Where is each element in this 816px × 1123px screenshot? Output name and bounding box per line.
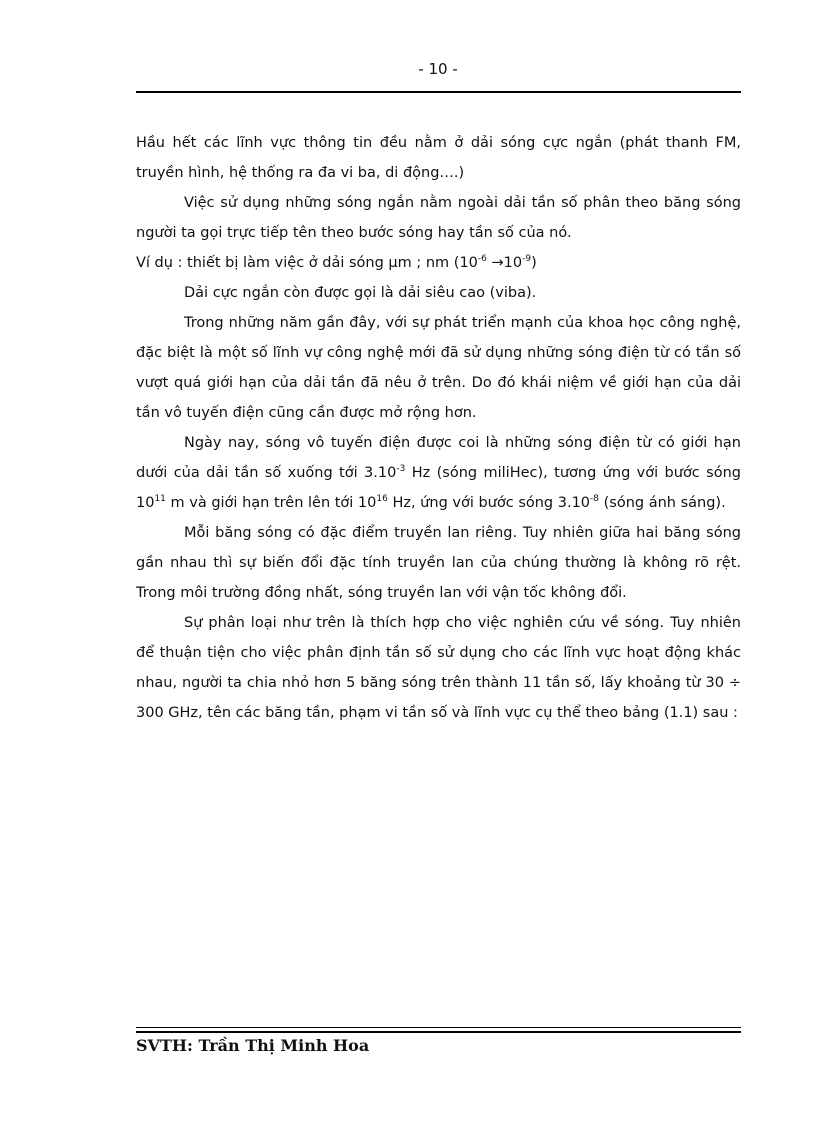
paragraph-8: Sự phân loại như trên là thích hợp cho việc nghiên cứu về sóng. Tuy nhiên để thuận tiện cho việc phân định tần số sử dụng cho các lĩnh vực hoạt động khác nhau, người ta chia nhỏ hơn 5 băng sóng trên thành 11 tần số, lấy khoảng từ 30 ÷ 300 GHz, tên các băng tần, phạm vi tần số và lĩnh vực cụ thể theo bảng (1.1) sau :: [136, 615, 741, 721]
footer-author: SVTH: Trần Thị Minh Hoa: [136, 1036, 370, 1055]
paragraph-4: Dải cực ngắn còn được gọi là dải siêu cao (viba).: [184, 285, 537, 301]
page-number: - 10 -: [418, 60, 458, 78]
exponent: -8: [590, 494, 600, 504]
text-run: Hz, ứng với bước sóng 3.10: [387, 495, 591, 511]
paragraph-example: [136, 248, 741, 278]
paragraph-7: Mỗi băng sóng có đặc điểm truyền lan riêng. Tuy nhiên giữa hai băng sóng gần nhau thì sự biến đổi đặc tính truyền lan của chúng thường là không rõ rệt. Trong môi trường đồng nhất, sóng truyền lan với vận tốc không đổi.: [136, 525, 741, 601]
exponent: 16: [376, 494, 388, 504]
header-divider: [136, 91, 741, 93]
example-arrow: →10: [486, 255, 523, 271]
text-run: (sóng ánh sáng).: [599, 495, 726, 511]
paragraph-5: Trong những năm gần đây, với sự phát triển mạnh của khoa học công nghệ, đặc biệt là một số lĩnh vự công nghệ mới đã sử dụng những sóng điện từ có tần số vượt quá giới hạn của dải tần đã nêu ở trên. Do đó khái niệm về giới hạn của dải tần vô tuyến điện cũng cần được mở rộng hơn.: [136, 315, 741, 421]
example-end: ): [531, 255, 537, 271]
exponent: -3: [396, 464, 406, 474]
text-run: Hz (sóng miliHec), tương ứng với bước sóng 10: [136, 465, 741, 511]
exponent: 11: [154, 494, 166, 504]
footer-divider-thick: [136, 1031, 741, 1033]
document-body: [136, 128, 741, 728]
text-run: m và giới hạn trên lên tới 10: [165, 495, 377, 511]
example-text: Ví dụ : thiết bị làm việc ở dải sóng µm ; nm (10: [136, 255, 478, 271]
paragraph-2: Việc sử dụng những sóng ngắn nằm ngoài dải tần số phân theo băng sóng người ta gọi trực tiếp tên theo bước sóng hay tần số của nó.: [136, 195, 741, 241]
footer-divider-thin: [136, 1027, 741, 1028]
exponent: -6: [477, 254, 487, 264]
paragraph-6: [136, 428, 741, 518]
exponent: -9: [522, 254, 532, 264]
text-run: Ngày nay, sóng vô tuyến điện được coi là những sóng điện từ có giới hạn dưới của dải tần số xuống tới 3.10: [136, 435, 741, 481]
paragraph-1: Hầu hết các lĩnh vực thông tin đều nằm ở dải sóng cực ngắn (phát thanh FM, truyền hình, hệ thống ra đa vi ba, di động….): [136, 135, 741, 181]
